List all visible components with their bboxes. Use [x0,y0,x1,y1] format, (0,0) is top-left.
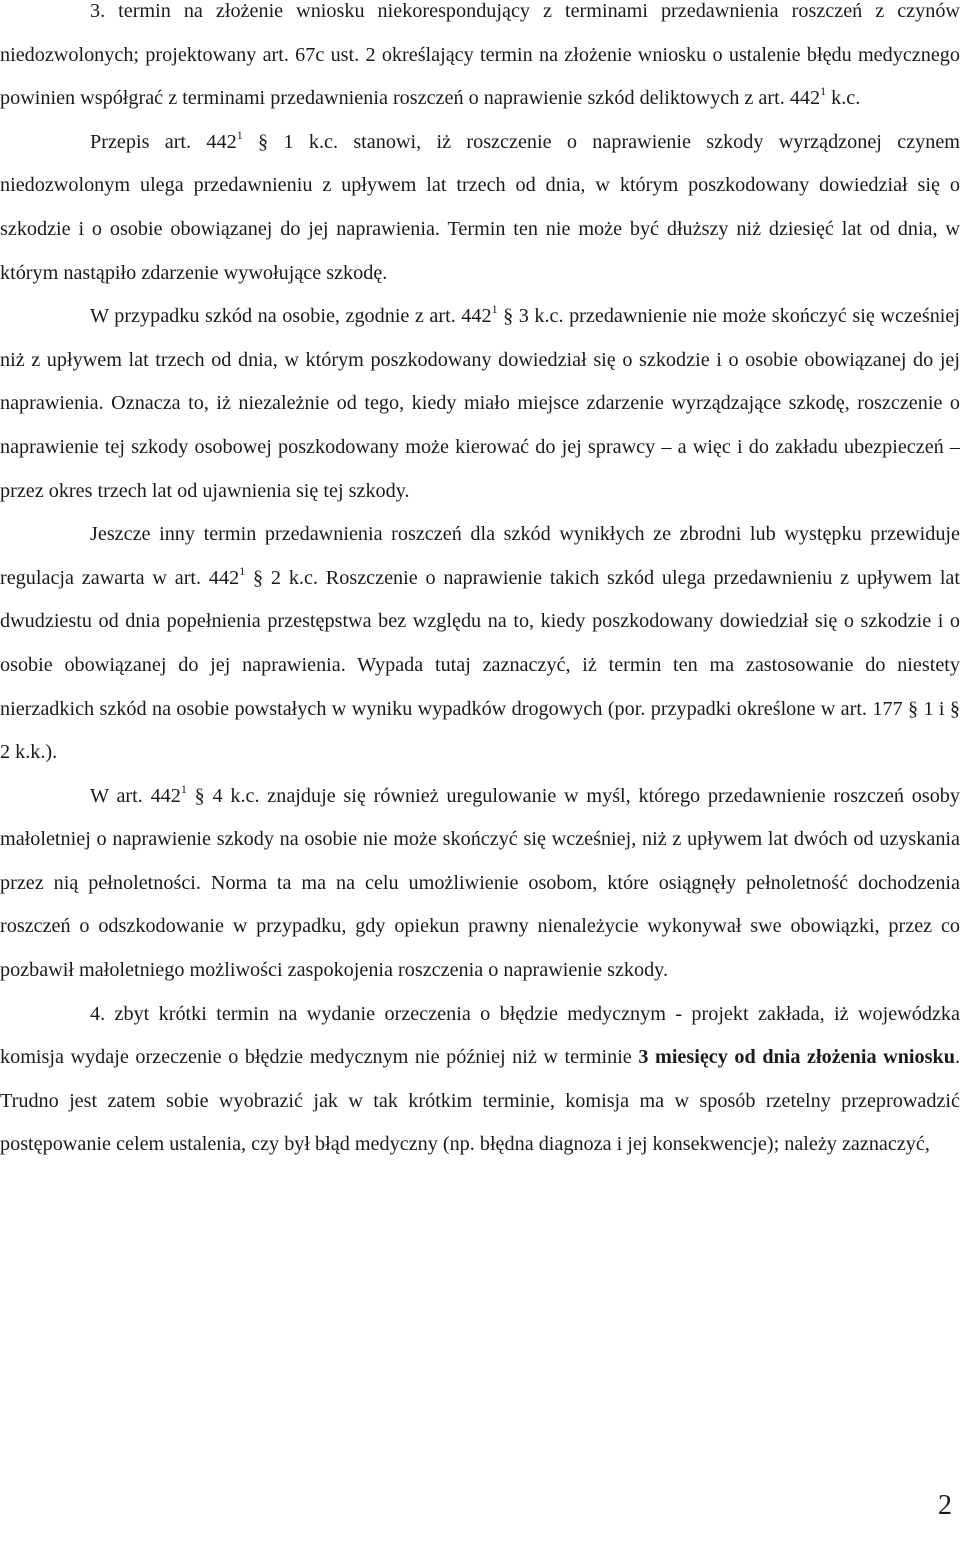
superscript: 1 [491,302,498,317]
paragraph-art-442-1-par-1 [0,121,960,295]
paragraph-art-442-1-par-2 [0,513,960,775]
text-run: Przepis art. 442 [90,130,237,153]
text-run: Jeszcze inny termin przedawnienia roszczeń dla szkód wynikłych ze zbrodni lub występku przewiduje regulacja zawarta w art. 442 [0,523,960,589]
paragraph-art-442-1-par-3 [0,295,960,513]
paragraph-point-3 [0,0,960,121]
text-run: 4. zbyt krótki termin na wydanie orzeczenia o błędzie medycznym - projekt zakłada, iż wojewódzka komisja wydaje orzeczenie o błędzie medycznym nie później niż w terminie [0,1002,960,1069]
text-run: W przypadku szkód na osobie, zgodnie z art. 442 [90,305,492,328]
page-number: 2 [938,1490,952,1521]
text-run: § 2 k.c. Roszczenie o naprawienie takich szkód ulega przedawnieniu z upływem lat dwudziestu od dnia popełnienia przestępstwa bez względu na to, kiedy poszkodowany dowiedział się o szkodzie i o osobie obowiązanej do jej naprawienia. Wypada tutaj zaznaczyć, iż termin ten ma zastosowanie do niestety nierzadkich szkód na osobie powstałych w wyniku wypadków drogowych (por. przypadki określone w art. 177 § 1 i § 2 k.k.). [0,566,960,764]
superscript: 1 [239,563,246,578]
text-run: § 4 k.c. znajduje się również uregulowanie w myśl, którego przedawnienie roszczeń osoby małoletniej o naprawienie szkody na osobie nie może skończyć się wcześniej, niż z upływem lat dwóch od uzyskania przez nią pełnoletności. Norma ta ma na celu umożliwienie osobom, które osiągnęły pełnoletność dochodzenia roszczeń o odszkodowanie w przypadku, gdy opiekun prawny nienależycie wykonywał swe obowiązki, przez co pozbawił małoletniego możliwości zaspokojenia roszczenia o naprawienie szkody. [0,784,960,982]
paragraph-art-442-1-par-4 [0,775,960,993]
superscript: 1 [820,84,827,99]
text-run: k.c. [826,87,861,110]
text-run: . Trudno jest zatem sobie wyobrazić jak w tak krótkim terminie, komisja ma w sposób rzetelny przeprowadzić postępowanie celem ustalenia, czy był błąd medyczny (np. błędna diagnoza i jej konsekwencje); należy zaznaczyć, [0,1046,960,1156]
paragraph-point-4 [0,993,960,1167]
superscript: 1 [236,127,243,142]
text-run: 3. termin na złożenie wniosku niekorespondujący z terminami przedawnienia roszczeń z czynów niedozwolonych; projektowany art. 67c ust. 2 określający termin na złożenie wniosku o ustalenie błędu medycznego powinien współgrać z terminami przedawnienia roszczeń o naprawienie szkód deliktowych z art. 442 [0,0,960,110]
superscript: 1 [180,781,187,796]
text-run: W art. 442 [90,784,181,807]
text-run: § 1 k.c. stanowi, iż roszczenie o naprawienie szkody wyrządzonej czynem niedozwolonym ulega przedawnieniu z upływem lat trzech od dnia, w którym poszkodowany dowiedział się o szkodzie i o osobie obowiązanej do jej naprawienia. Termin ten nie może być dłuższy niż dziesięć lat od dnia, w którym nastąpiło zdarzenie wywołujące szkodę. [0,130,960,284]
text-run: § 3 k.c. przedawnienie nie może skończyć się wcześniej niż z upływem lat trzech od dnia, w którym poszkodowany dowiedział się o szkodzie i o osobie obowiązanej do jej naprawienia. Oznacza to, iż niezależnie od tego, kiedy miało miejsce zdarzenie wyrządzające szkodę, roszczenie o naprawienie tej szkody osobowej poszkodowany może kierować do jej sprawcy – a więc i do zakładu ubezpieczeń – przez okres trzech lat od ujawnienia się tej szkody. [0,305,960,502]
bold-text: 3 miesięcy od dnia złożenia wniosku [638,1046,955,1069]
